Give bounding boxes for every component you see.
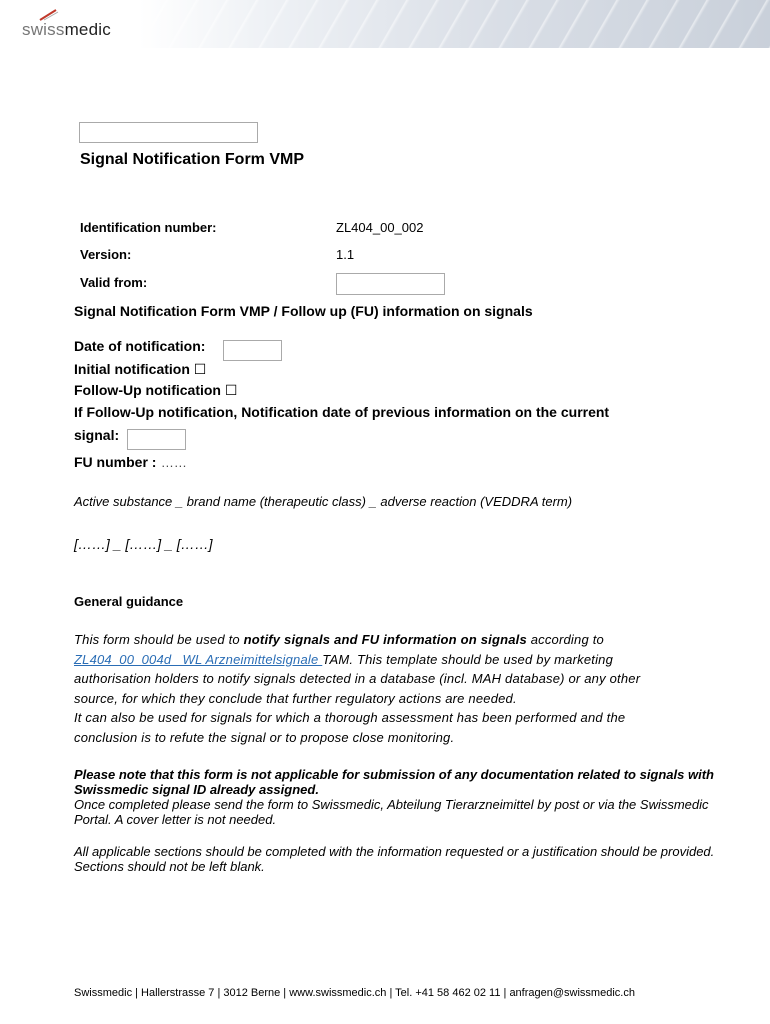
page-footer: Swissmedic | Hallerstrasse 7 | 3012 Berne | www.swissmedic.ch | Tel. +41 58 462 02 11 | anfragen@swissmedic.ch <box>74 987 635 999</box>
version-label: Version: <box>80 247 132 262</box>
substance-line: Active substance _ brand name (therapeutic class) _ adverse reaction (VEDDRA term) <box>74 494 573 509</box>
logo-text-medic: medic <box>64 20 111 39</box>
followup-notification-label: Follow-Up notification <box>74 382 221 398</box>
guidance-text: This form should be used to <box>74 632 244 647</box>
completion-note: All applicable sections should be completed with the information requested or a justification should be provided. Sections should not be left blank. <box>74 844 715 874</box>
fu-number-value[interactable]: …… <box>160 455 187 470</box>
followup-notification-checkbox[interactable]: ☐ <box>224 382 238 398</box>
guidance-paragraph-1 <box>74 630 684 747</box>
initial-notification <box>74 361 206 378</box>
id-value: ZL404_00_002 <box>336 220 424 235</box>
fu-number <box>74 454 187 472</box>
guidance-heading: General guidance <box>74 594 184 609</box>
header-stripes <box>140 0 770 48</box>
placeholder-line[interactable]: [……] _ [……] _ [……] <box>74 536 213 552</box>
previous-notification-date-field[interactable] <box>127 429 186 450</box>
document-title: Signal Notification Form VMP <box>80 151 305 168</box>
guidance-reference-link[interactable]: ZL404_00_004d _WL Arzneimittelsignale <box>74 651 323 667</box>
previous-notification-label-line2: signal: <box>74 427 120 443</box>
section-title: Signal Notification Form VMP / Follow up (FU) information on signals <box>74 303 533 319</box>
guidance-paragraph-2: It can also be used for signals for which a thorough assessment has been performed and the conclusion is to refute the signal or to propose close monitoring. <box>74 710 626 745</box>
page-header <box>0 0 770 48</box>
logo-mark-icon <box>38 8 60 22</box>
submission-instructions: Once completed please send the form to Swissmedic, Abteilung Tierarzneimittel by post or via the Swissmedic Portal. A cover letter is not needed. <box>74 797 709 827</box>
version-value: 1.1 <box>336 247 355 262</box>
applicability-note-bold: Please note that this form is not applicable for submission of any documentation related to signals with Swissmedic signal ID already assigned. <box>74 767 714 797</box>
valid-from-field[interactable] <box>336 273 445 295</box>
followup-notification <box>74 382 237 399</box>
guidance-bold-text: notify signals and FU information on signals <box>243 632 527 647</box>
applicability-note <box>74 767 719 827</box>
swissmedic-logo <box>22 20 111 40</box>
guidance-text: TAM. This template should be used by marketing authorisation holders to notify signals detected in a database (incl. MAH database) or any other source, for which they conclude that further regulatory actions are needed. <box>74 651 641 706</box>
id-label: Identification number: <box>80 220 217 235</box>
initial-notification-label: Initial notification <box>74 361 190 377</box>
previous-notification-label-line1: If Follow-Up notification, Notification date of previous information on the current <box>74 404 610 420</box>
valid-from-label: Valid from: <box>80 275 148 290</box>
initial-notification-checkbox[interactable]: ☐ <box>193 361 207 377</box>
title-input-box[interactable] <box>79 122 258 143</box>
date-of-notification-label: Date of notification: <box>74 338 206 354</box>
logo-text-swiss: swiss <box>22 20 65 39</box>
date-of-notification-field[interactable] <box>223 340 282 361</box>
guidance-text: according to <box>526 632 604 647</box>
fu-number-label: FU number : <box>74 454 157 470</box>
